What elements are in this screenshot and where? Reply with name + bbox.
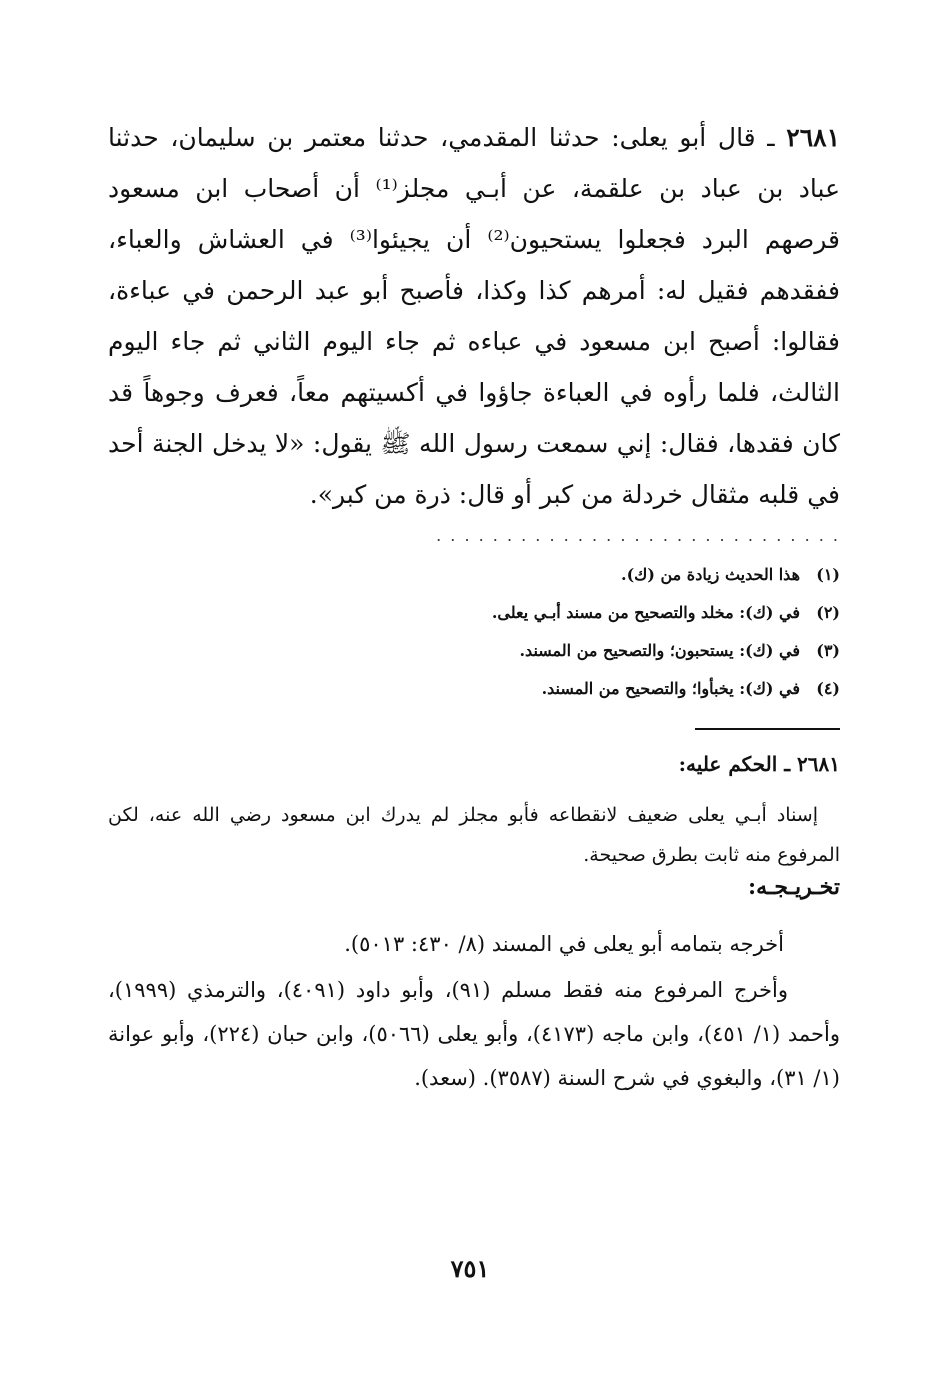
footnote-number: (١) bbox=[816, 565, 840, 584]
footnote-item bbox=[300, 594, 840, 632]
ruling-heading: ٢٦٨١ ـ الحكم عليه: bbox=[678, 752, 840, 776]
footnote-text: في (ك): مخلد والتصحيح من مسند أبـي يعلى. bbox=[491, 603, 800, 622]
footnote-item bbox=[300, 670, 840, 708]
takhrij-heading: تخـريـجـه: bbox=[747, 874, 840, 900]
footnote-text: في (ك): يستحبون؛ والتصحيح من المسند. bbox=[519, 641, 800, 660]
page-number: ٧٥١ bbox=[450, 1254, 490, 1283]
hadith-number: ٢٦٨١ bbox=[786, 123, 840, 152]
footnote-text: في (ك): يخبأوا؛ والتصحيح من المسند. bbox=[541, 679, 800, 698]
footnote-separator: . . . . . . . . . . . . . . . . . . . . . . . . . . . . . bbox=[436, 526, 840, 545]
footnote-item bbox=[300, 556, 840, 594]
ruling-text: إسناد أبـي يعلى ضعيف لانقطاعه فأبو مجلز لم يدرك ابن مسعود رضي الله عنه، لكن المرفوع منه ثابت بطرق صحيحة. bbox=[108, 804, 840, 866]
footnote-number: (٢) bbox=[816, 603, 840, 622]
footnote-number: (٣) bbox=[816, 641, 840, 660]
hadith-paragraph bbox=[108, 112, 840, 520]
hadith-text: ـ قال أبو يعلى: حدثنا المقدمي، حدثنا معتمر بن سليمان، حدثنا عباد بن عباد بن علقمة، عن أبـي مجلز⁽¹⁾ أن أصحاب ابن مسعود قرصهم البرد فجعلوا يستحيون⁽²⁾ أن يجيئوا⁽³⁾ في العشاش والعباء، ففقدهم فقيل له: أمرهم كذا وكذا، فأصبح أبو عبد الرحمن في عباءة، فقالوا: أصبح ابن مسعود في عباءه ثم جاء اليوم الثاني ثم جاء اليوم الثالث، فلما رأوه في العباءة جاؤوا في أكسيتهم معاً، فعرف وجوهاً قد كان فقدها، فقال: إني سمعت رسول الله ﷺ يقول: «لا يدخل الجنة أحد في قلبه مثقال خردلة من كبر أو قال: ذرة من كبر». bbox=[108, 123, 840, 509]
takhrij-paragraph-2: وأخرج المرفوع منه فقط مسلم (٩١)، وأبو داود (٤٠٩١)، والترمذي (١٩٩٩)، وأحمد (١/ ٤٥١)، وابن ماجه (٤١٧٣)، وأبو يعلى (٥٠٦٦)، وابن حبان (٢٢٤)، وأبو عوانة (١/ ٣١)، والبغوي في شرح السنة (٣٥٨٧). (سعد). bbox=[108, 978, 841, 1090]
footnote-text: هذا الحديث زيادة من (ك). bbox=[621, 565, 800, 584]
footnote-item bbox=[300, 632, 840, 670]
footnote-number: (٤) bbox=[816, 679, 840, 698]
footnotes-list bbox=[300, 556, 840, 708]
takhrij-paragraph-1: أخرجه بتمامه أبو يعلى في المسند (٨/ ٤٣٠: ٥٠١٣). bbox=[344, 932, 784, 956]
section-divider bbox=[695, 728, 840, 730]
